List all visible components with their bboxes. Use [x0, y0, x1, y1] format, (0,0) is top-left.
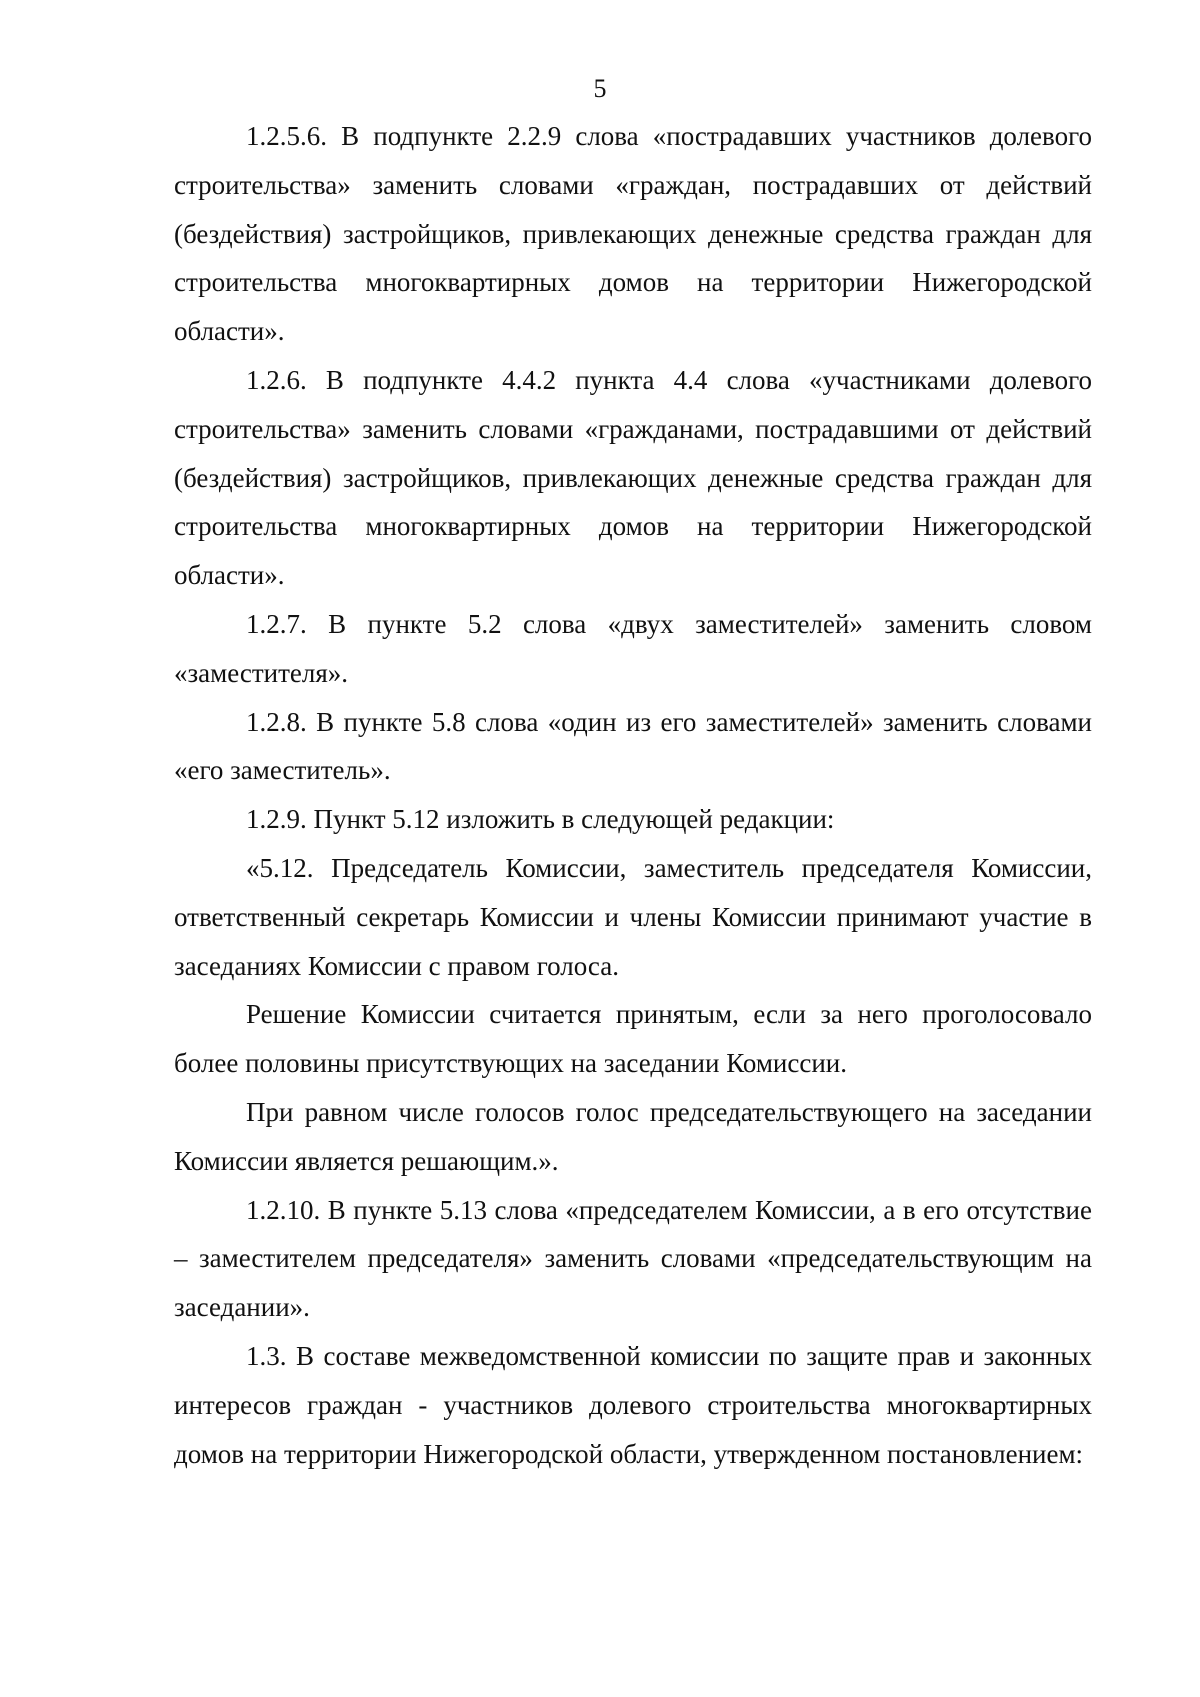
paragraph-5-12-quote: «5.12. Председатель Комиссии, заместитель председателя Комиссии, ответственный секретарь Комиссии и члены Комиссии принимают участие в заседаниях Комиссии с правом голоса. [174, 852, 1092, 981]
paragraph-1-2-6: 1.2.6. В подпункте 4.4.2 пункта 4.4 слова «участниками долевого строительства» заменить словами «гражданами, пострадавшими от действий (бездействия) застройщиков, привлекающих денежные средства граждан для строительства многоквартирных домов на территории Нижегородской области». [174, 364, 1092, 591]
paragraph-decision-rule: Решение Комиссии считается принятым, если за него проголосовало более половины присутствующих на заседании Комиссии. [174, 999, 1092, 1079]
paragraph-1-2-5-6: 1.2.5.6. В подпункте 2.2.9 слова «пострадавших участников долевого строительства» заменить словами «граждан, пострадавших от действий (бездействия) застройщиков, привлекающих денежные средства граждан для строительства многоквартирных домов на территории Нижегородской области». [174, 121, 1092, 347]
paragraph-1-2-10: 1.2.10. В пункте 5.13 слова «председателем Комиссии, а в его отсутствие – заместителем председателя» заменить словами «председательствующим на заседании». [174, 1194, 1092, 1323]
document-body [174, 112, 1092, 1478]
paragraph-1-2-7: 1.2.7. В пункте 5.2 слова «двух заместителей» заменить словом «заместителя». [174, 608, 1092, 688]
paragraph-1-2-9: 1.2.9. Пункт 5.12 изложить в следующей редакции: [246, 804, 835, 835]
page-number: 5 [593, 74, 607, 103]
paragraph-1-2-8: 1.2.8. В пункте 5.8 слова «один из его заместителей» заменить словами «его заместитель». [174, 706, 1092, 786]
paragraph-tie-vote: При равном числе голосов голос председательствующего на заседании Комиссии является решающим.». [174, 1096, 1092, 1176]
paragraph-1-3: 1.3. В составе межведомственной комиссии по защите прав и законных интересов граждан - участников долевого строительства многоквартирных домов на территории Нижегородской области, утвержденном постановлением: [174, 1340, 1092, 1469]
